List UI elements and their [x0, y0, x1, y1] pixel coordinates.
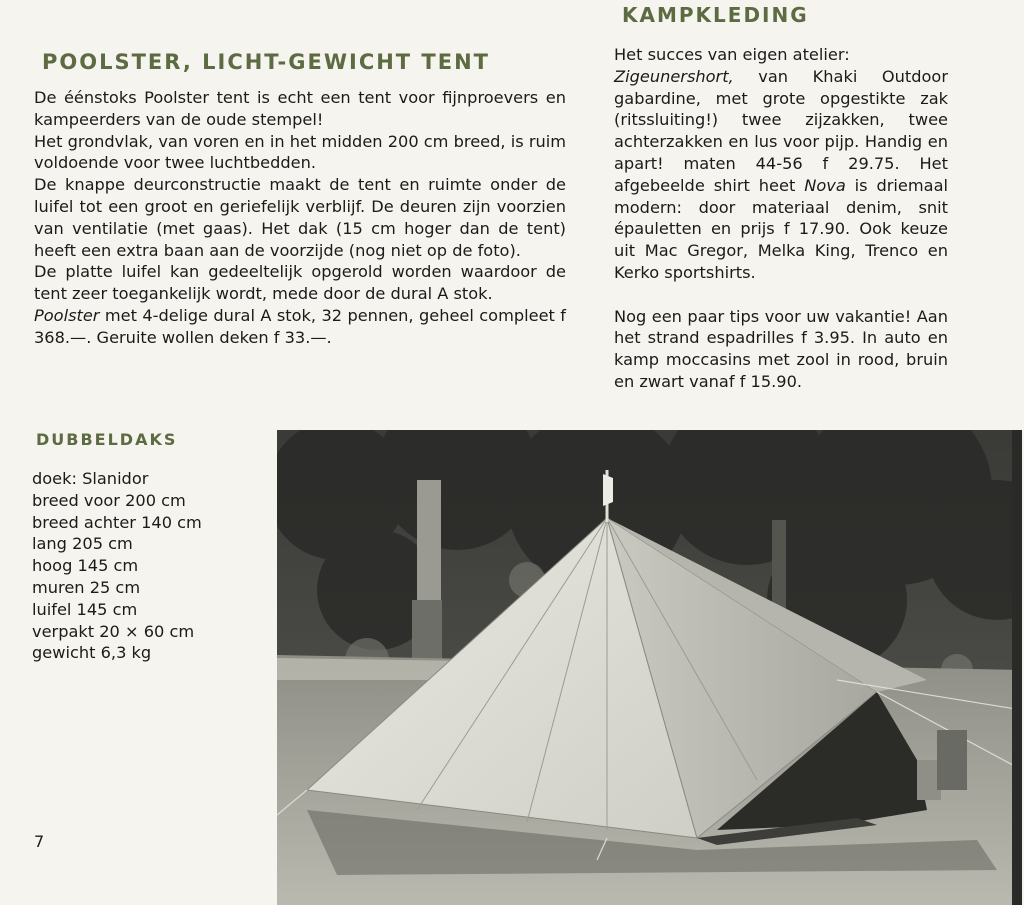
tent-article-title: POOLSTER, LICHT-GEWICHT TENT — [42, 50, 491, 74]
spec-item: muren 25 cm — [32, 577, 141, 597]
tent-paragraph-floor: Het grondvlak, van voren en in het midden 200 cm breed, is ruim voldoende voor twee luchtbedden. — [34, 131, 566, 173]
clothing-paragraph-products — [614, 66, 948, 284]
tent-paragraph-door: De knappe deurconstructie maakt de tent en ruimte onder de luifel tot een groot en geriefelijk verblijf. De deuren zijn voorzien van ventilatie (met gaas). Het dak (15 cm hoger dan de tent) heeft een extra baan aan de voorzijde (nog niet op de foto). — [34, 175, 566, 260]
specs-list — [32, 468, 202, 664]
spec-item: doek: Slanidor — [32, 469, 149, 488]
spec-item: verpakt 20 × 60 cm — [32, 621, 195, 641]
tent-paragraph-awning: De platte luifel kan gedeeltelijk opgerold worden waardoor de tent zeer toegankelijk wordt, mede door de dural A stok. — [34, 262, 566, 304]
camp-gear — [937, 730, 967, 790]
tent-photo — [277, 430, 1022, 905]
clothing-article-title: KAMPKLEDING — [622, 3, 809, 27]
spec-item: lang 205 cm — [32, 534, 133, 554]
tent-article-body — [34, 87, 566, 349]
spec-item: breed voor 200 cm — [32, 490, 186, 510]
tent-name-italic: Poolster — [34, 305, 100, 325]
tent-photo-illustration — [277, 430, 1022, 905]
tent-paragraph-intro: De éénstoks Poolster tent is echt een tent voor fijnproevers en kampeerders van de oude stempel! — [34, 88, 566, 129]
clothing-paragraph-tips: Nog een paar tips voor uw vakantie! Aan het strand espadrilles f 3.95. In auto en kamp moccasins met zool in rood, bruin en zwart vanaf f 15.90. — [614, 306, 948, 391]
spec-item: gewicht 6,3 kg — [32, 643, 152, 663]
tent-paragraph-price — [34, 305, 566, 349]
photo-edge — [1012, 430, 1022, 905]
clothing-article-body — [614, 44, 948, 393]
short-name-italic: Zigeunershort, — [614, 66, 734, 86]
short-description: van Khaki Outdoor gabardine, met grote opgestikte zak (ritssluiting!) twee zijzakken, twee achterzakken en lus voor pijp. Handig en apart! maten 44-56 f 29.75. Het afgebeelde shirt heet — [614, 66, 948, 195]
shirt-description: is driemaal modern: door materiaal denim, snit épauletten en prijs f 17.90. Ook keuze uit Mac Gregor, Melka King, Trenco en Kerko sportshirts. — [614, 175, 948, 282]
shirt-name-italic: Nova — [804, 175, 846, 195]
clothing-intro: Het succes van eigen atelier: — [614, 45, 850, 64]
spec-item: breed achter 140 cm — [32, 512, 202, 532]
page-number: 7 — [34, 832, 45, 851]
spec-item: luifel 145 cm — [32, 599, 138, 619]
spec-item: hoog 145 cm — [32, 556, 139, 576]
tent-price-text: met 4-delige dural A stok, 32 pennen, geheel compleet f 368.—. Geruite wollen deken f 33.—. — [34, 305, 566, 347]
specs-title: DUBBELDAKS — [36, 430, 178, 449]
tent-flag — [603, 474, 613, 506]
